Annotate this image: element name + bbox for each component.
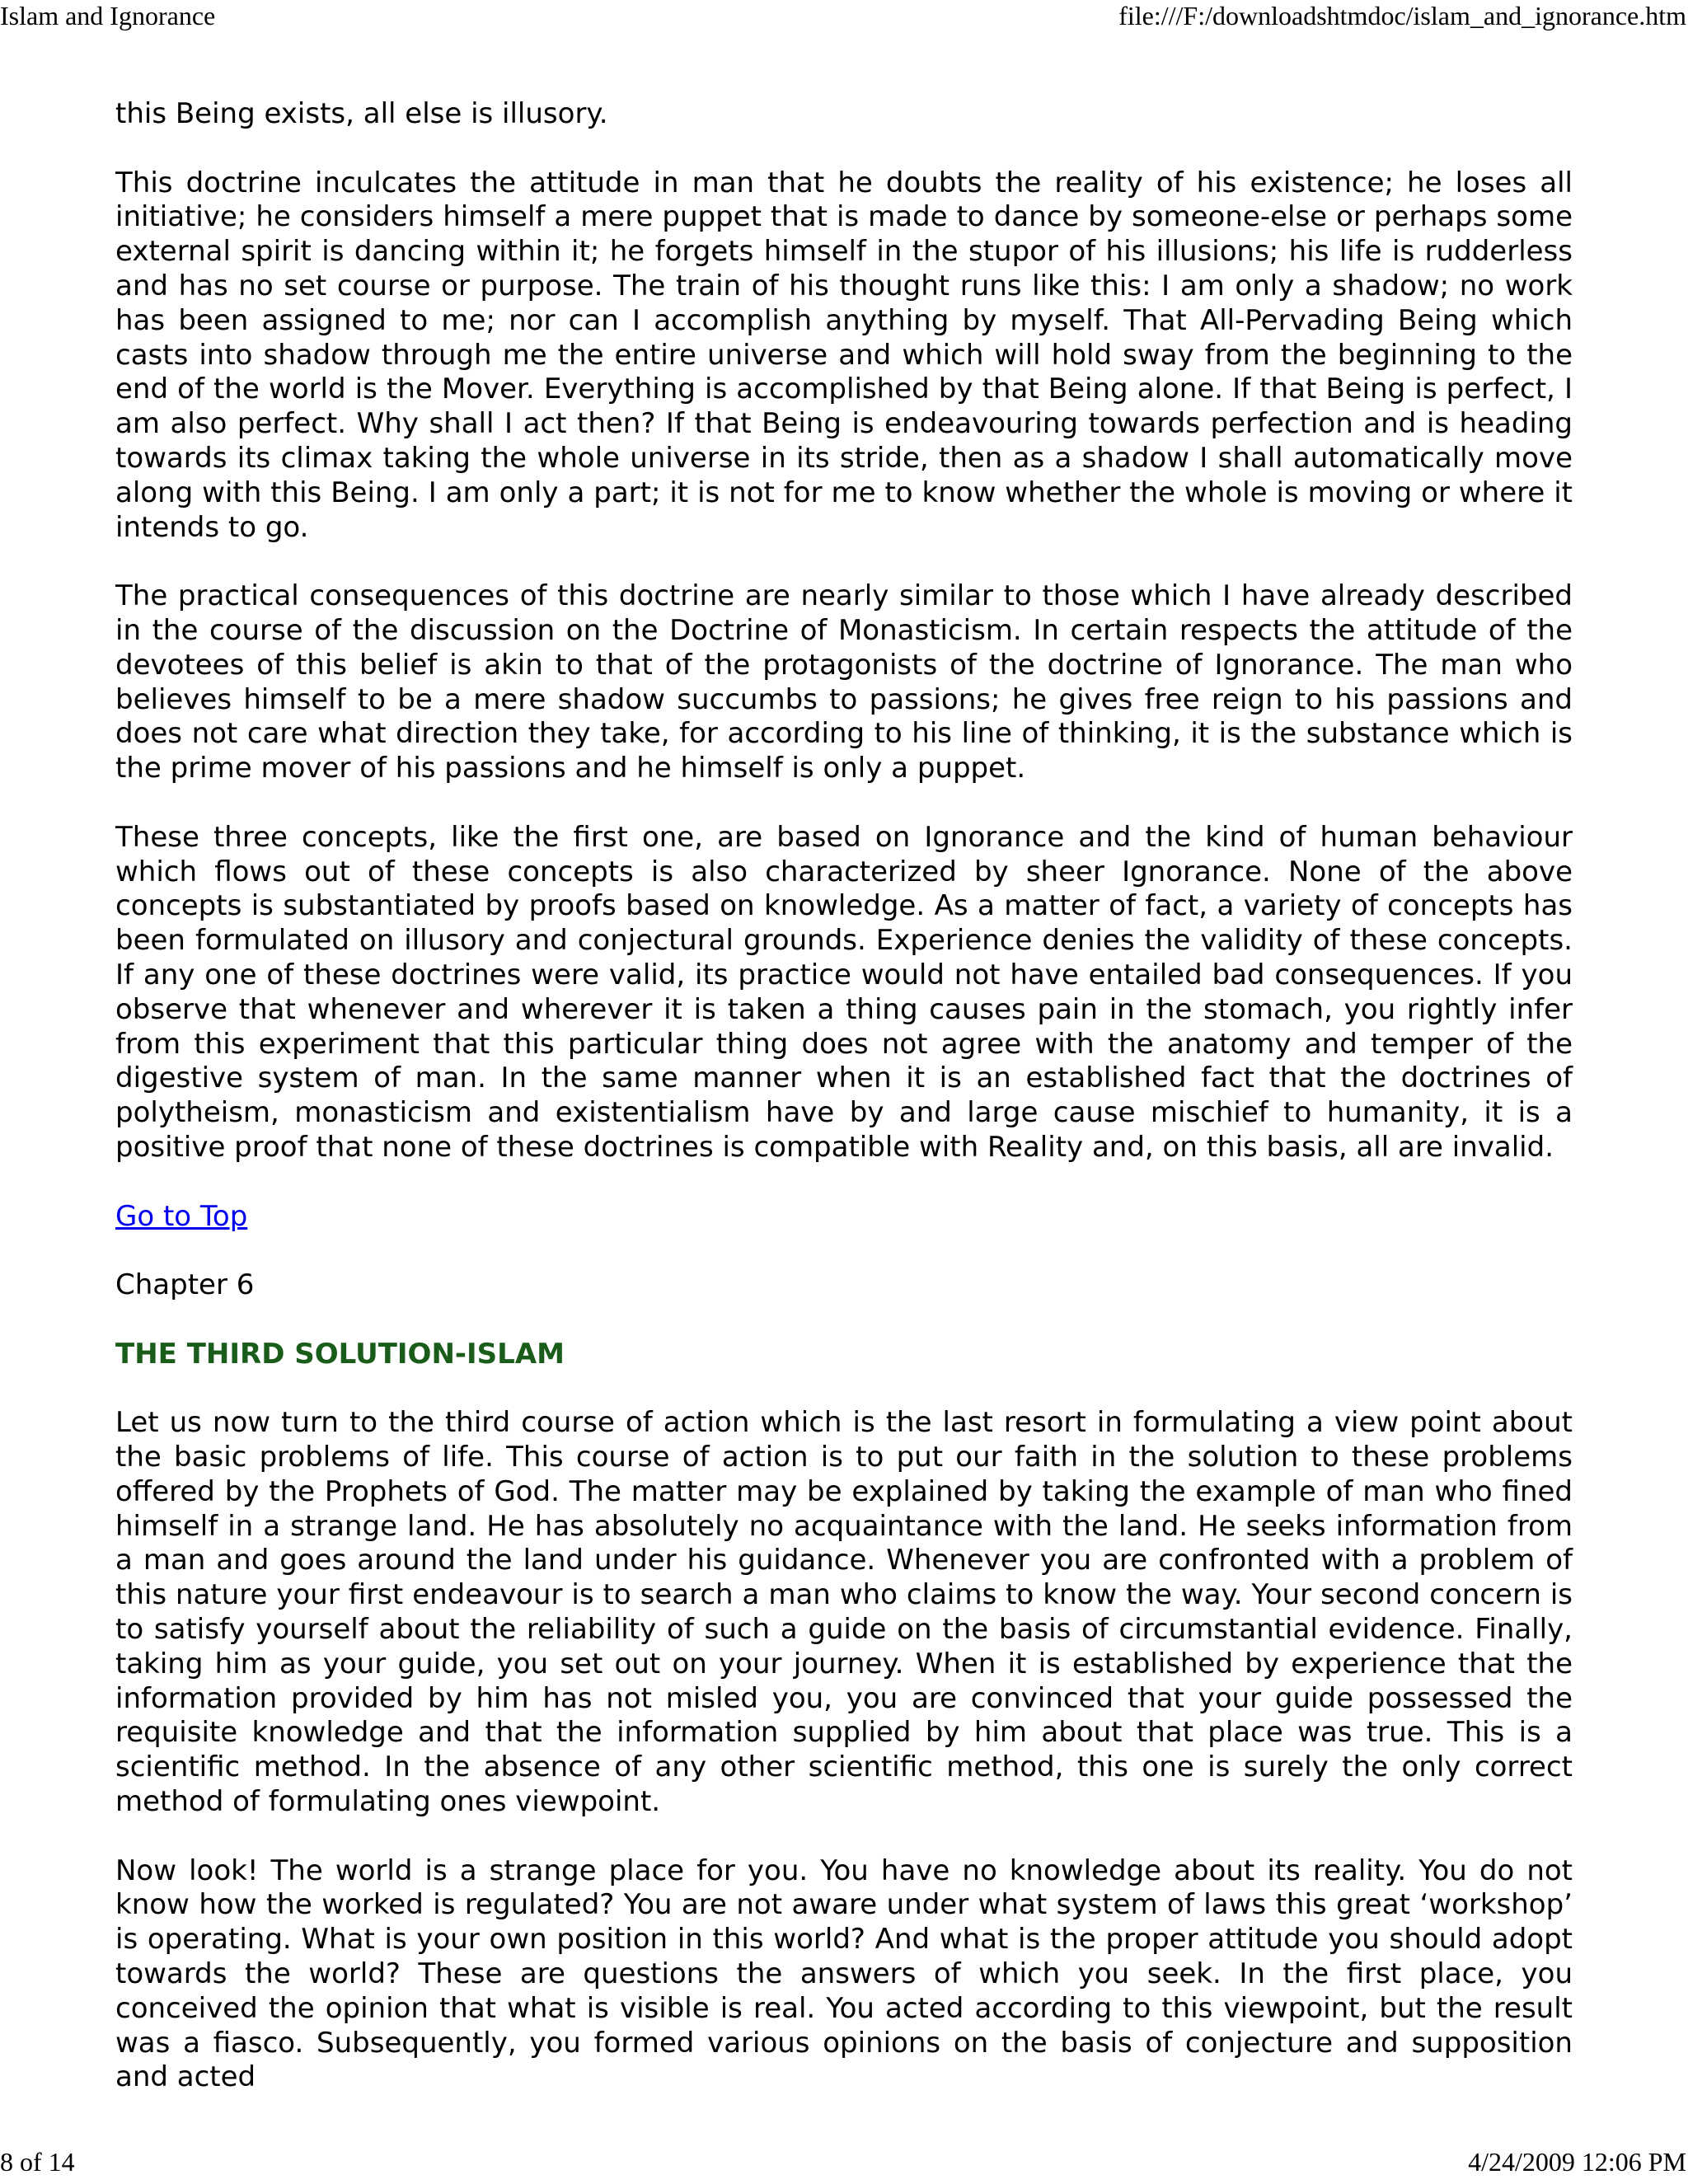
paragraph-1: this Being exists, all else is illusory. (115, 97, 608, 130)
document-body (115, 97, 1573, 2095)
page-footer-page-count: 8 of 14 (0, 2147, 75, 2177)
chapter-label: Chapter 6 (115, 1268, 255, 1302)
paragraph-5: Let us now turn to the third course of action which is the last resort in formulating a view point about the basic problems of life. This course of action is to put our faith in the solution to these problems offered by the Prophets of God. The matter may be explained by taking the example of man who fined himself in a strange land. He has absolutely no acquaintance with the land. He seeks information from a man and goes around the land under his guidance. Whenever you are confronted with a problem of this nature your first endeavour is to search a man who claims to know the way. Your second concern is to satisfy yourself about the reliability of such a guide on the basis of circumstantial evidence. Finally, taking him as your guide, you set out on your journey. When it is established by experience that the information provided by him has not misled you, you are convinced that your guide possessed the requisite knowledge and that the information supplied by him about that place was true. This is a scientific method. In the absence of any other scientific method, this one is surely the only correct method of formulating ones viewpoint. (115, 1406, 1573, 1819)
section-heading: THE THIRD SOLUTION-ISLAM (115, 1337, 565, 1371)
page-footer-datetime: 4/24/2009 12:06 PM (1468, 2147, 1686, 2177)
paragraph-4: These three concepts, like the first one, are based on Ignorance and the kind of human behaviour which flows out of these concepts is also characterized by sheer Ignorance. None of the above concepts is substantiated by proofs based on knowledge. As a matter of fact, a variety of concepts has been formulated on illusory and conjectural grounds. Experience denies the validity of these concepts. If any one of these doctrines were valid, its practice would not have entailed bad consequences. If you observe that whenever and wherever it is taken a thing causes pain in the stomach, you rightly infer from this experiment that this particular thing does not agree with the anatomy and temper of the digestive system of man. In the same manner when it is an established fact that the doctrines of polytheism, monasticism and existentialism have by and large cause mischief to humanity, it is a positive proof that none of these doctrines is compatible with Reality and, on this basis, all are invalid. (115, 820, 1573, 1164)
page-header-url: file:///F:/downloadshtmdoc/islam_and_ignorance.htm (1118, 1, 1686, 30)
go-to-top-link[interactable]: Go to Top (115, 1199, 248, 1233)
go-to-top-paragraph (115, 1200, 1573, 1235)
paragraph-2: This doctrine inculcates the attitude in man that he doubts the reality of his existence; he loses all initiative; he considers himself a mere puppet that is made to dance by someone-else or perhaps some external spirit is dancing within it; he forgets himself in the stupor of his illusions; his life is rudderless and has no set course or purpose. The train of his thought runs like this: I am only a shadow; no work has been assigned to me; nor can I accomplish anything by myself. That All-Pervading Being which casts into shadow through me the entire universe and which will hold sway from the beginning to the end of the world is the Mover. Everything is accomplished by that Being alone. If that Being is perfect, I am also perfect. Why shall I act then? If that Being is endeavouring towards perfection and is heading towards its climax taking the whole universe in its stride, then as a shadow I shall automatically move along with this Being. I am only a part; it is not for me to know whether the whole is moving or where it intends to go. (115, 166, 1573, 544)
page-header-title: Islam and Ignorance (0, 1, 216, 30)
paragraph-3: The practical consequences of this doctrine are nearly similar to those which I have already described in the course of the discussion on the Doctrine of Monasticism. In certain respects the attitude of the devotees of this belief is akin to that of the protagonists of the doctrine of Ignorance. The man who believes himself to be a mere shadow succumbs to passions; he gives free reign to his passions and does not care what direction they take, for according to his line of thinking, it is the substance which is the prime mover of his passions and he himself is only a puppet. (115, 579, 1573, 785)
paragraph-6: Now look! The world is a strange place for you. You have no knowledge about its reality. You do not know how the worked is regulated? You are not aware under what system of laws this great ‘workshop’ is operating. What is your own position in this world? And what is the proper attitude you should adopt towards the world? These are questions the answers of which you seek. In the first place, you conceived the opinion that what is visible is real. You acted according to this viewpoint, but the result was a fiasco. Subsequently, you formed various opinions on the basis of conjecture and supposition and acted (115, 1854, 1573, 2094)
